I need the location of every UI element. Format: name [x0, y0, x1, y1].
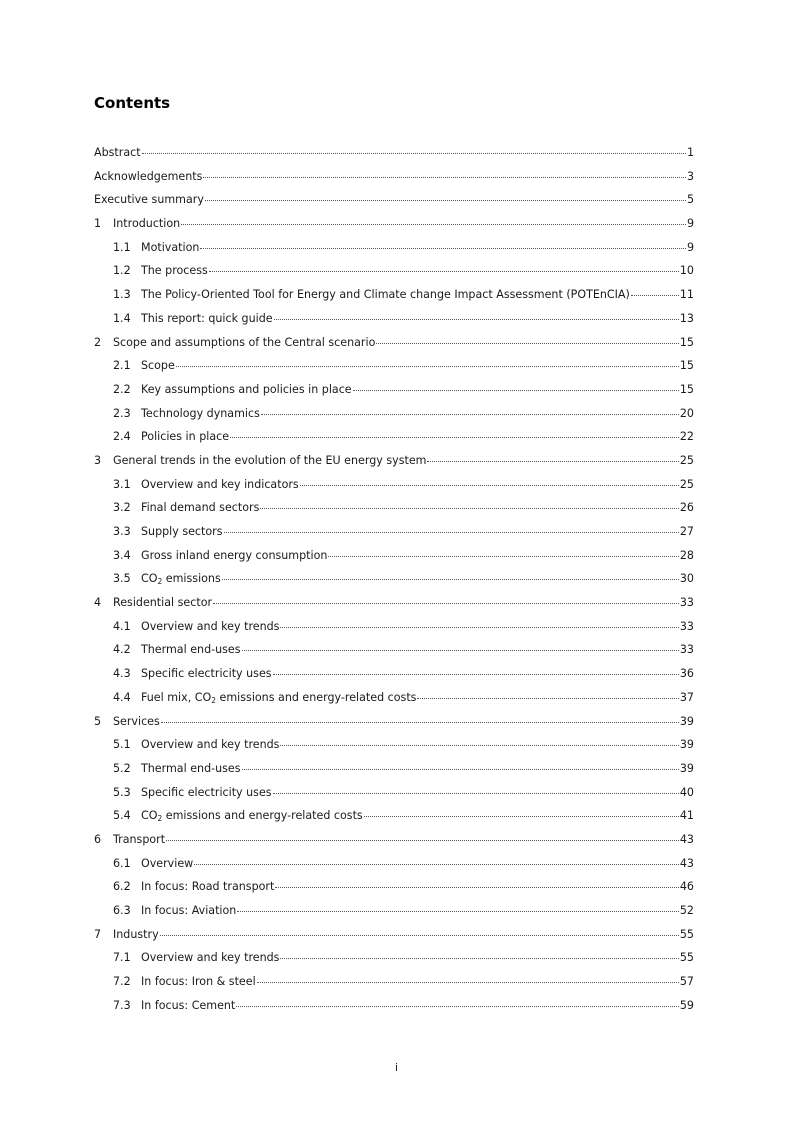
toc-entry-page: 26: [679, 501, 694, 515]
toc-entry-page: 57: [679, 975, 694, 989]
toc-entry-label: Specific electricity uses: [141, 667, 272, 681]
toc-entry-number: 1: [94, 217, 102, 231]
toc-entry-page: 28: [679, 548, 694, 562]
toc-entry[interactable]: [94, 336, 694, 360]
toc-entry-number: 4.1: [113, 619, 131, 633]
toc-entry[interactable]: [94, 928, 694, 952]
toc-entry-page: 13: [679, 311, 694, 325]
dot-leader: [273, 793, 679, 794]
toc-entry-number: 7.3: [113, 998, 131, 1012]
toc-entry[interactable]: [94, 904, 694, 928]
dot-leader: [203, 177, 686, 178]
toc-entry[interactable]: [94, 525, 694, 549]
toc-entry-page: 9: [686, 240, 694, 254]
toc-entry-label: General trends in the evolution of the EU energy system: [113, 453, 427, 467]
toc-entry-page: 39: [679, 714, 694, 728]
toc-entry-label: The process: [141, 264, 208, 278]
toc-entry-label: Residential sector: [113, 596, 213, 610]
toc-entry-label: Executive summary: [94, 193, 204, 207]
toc-entry-label-part: emissions and energy-related costs: [162, 809, 363, 823]
toc-entry[interactable]: [94, 193, 694, 217]
toc-entry-label: Gross inland energy consumption: [141, 548, 328, 562]
toc-entry-number: 5.1: [113, 738, 131, 752]
toc-entry-page: 55: [679, 951, 694, 965]
toc-entry-number: 7.1: [113, 951, 131, 965]
toc-entry-label-part: CO: [141, 809, 158, 823]
toc-entry-page: 27: [679, 525, 694, 538]
toc-entry-label: Overview and key trends: [141, 619, 280, 633]
dot-leader: [205, 200, 686, 201]
toc-entry-number: 7.2: [113, 975, 131, 989]
toc-entry-label: Overview: [141, 856, 194, 870]
toc-entry[interactable]: [94, 951, 694, 975]
dot-leader: [200, 248, 686, 249]
toc-entry-label: Final demand sectors: [141, 501, 260, 515]
toc-entry[interactable]: [94, 170, 694, 194]
dot-leader: [209, 271, 679, 272]
toc-entry-page: 25: [679, 477, 694, 491]
toc-entry[interactable]: [94, 288, 694, 312]
toc-entry-label: Introduction: [113, 217, 181, 231]
toc-entry[interactable]: [94, 549, 694, 573]
toc-entry-label: In focus: Cement: [141, 998, 236, 1012]
toc-entry-label: In focus: Aviation: [141, 904, 237, 917]
toc-entry-label: Scope and assumptions of the Central scenario: [113, 335, 376, 349]
dot-leader: [328, 556, 678, 557]
toc-entry-number: 3.4: [113, 548, 131, 562]
toc-entry[interactable]: [94, 643, 694, 667]
toc-entry-number: 6.2: [113, 880, 131, 894]
toc-entry-page: 59: [679, 998, 694, 1012]
toc-entry[interactable]: [94, 999, 694, 1023]
toc-entry[interactable]: [94, 146, 694, 170]
page-title: Contents: [94, 94, 171, 112]
toc-entry[interactable]: [94, 217, 694, 241]
toc-entry-page: 30: [679, 572, 694, 586]
dot-leader: [142, 153, 686, 154]
toc-entry[interactable]: [94, 833, 694, 857]
toc-entry-label: This report: quick guide: [141, 311, 273, 325]
toc-entry-number: 5.3: [113, 785, 131, 799]
toc-entry-label-part: emissions and energy-related costs: [216, 690, 417, 704]
dot-leader: [376, 343, 679, 344]
dot-leader: [300, 485, 679, 486]
toc-entry-page: 11: [679, 288, 694, 302]
toc-entry-page: 15: [679, 382, 694, 396]
toc-entry-number: 7: [94, 927, 102, 941]
dot-leader: [242, 650, 679, 651]
toc-entry-label: Technology dynamics: [141, 406, 260, 420]
toc-entry-number: 3: [94, 453, 102, 467]
toc-entry-label: Scope: [141, 359, 175, 373]
dot-leader: [213, 603, 679, 604]
toc-entry-label-subscript: 2: [157, 814, 163, 824]
toc-entry[interactable]: [94, 407, 694, 431]
toc-entry-number: 2.3: [113, 406, 131, 420]
toc-entry-page: 15: [679, 359, 694, 373]
toc-entry-number: 4: [94, 596, 102, 610]
toc-entry-number: 6: [94, 832, 102, 846]
toc-entry[interactable]: [94, 620, 694, 644]
toc-entry-number: 2.4: [113, 430, 131, 444]
dot-leader: [275, 887, 679, 888]
toc-entry-page: 1: [686, 146, 694, 159]
toc-entry[interactable]: [94, 738, 694, 762]
toc-entry[interactable]: [94, 691, 694, 715]
toc-entry-page: 39: [679, 761, 694, 775]
dot-leader: [274, 319, 679, 320]
dot-leader: [236, 1006, 679, 1007]
toc-entry[interactable]: [94, 809, 694, 833]
toc-entry-number: 3.1: [113, 477, 131, 491]
dot-leader: [364, 816, 679, 817]
toc-entry[interactable]: [94, 786, 694, 810]
dot-leader: [181, 224, 686, 225]
toc-entry-label: Services: [113, 714, 160, 728]
toc-entry-number: 2.1: [113, 359, 131, 373]
toc-entry-page: 3: [686, 169, 694, 183]
toc-entry-number: 1.2: [113, 264, 131, 278]
toc-entry-number: 1.3: [113, 288, 131, 302]
toc-entry-page: 43: [679, 856, 694, 870]
toc-entry-label: Motivation: [141, 240, 200, 254]
toc-entry[interactable]: [94, 383, 694, 407]
toc-entry-label-subscript: 2: [211, 695, 217, 705]
toc-entry-page: 25: [679, 453, 694, 467]
toc-entry-label: In focus: Road transport: [141, 880, 275, 894]
toc-entry-label-subscript: 2: [157, 577, 163, 587]
toc-entry-number: 5: [94, 714, 102, 728]
toc-entry[interactable]: [94, 572, 694, 596]
toc-entry-number: 4.4: [113, 690, 131, 704]
dot-leader: [237, 911, 679, 912]
toc-entry-number: 3.3: [113, 525, 131, 538]
toc-entry-label: Specific electricity uses: [141, 785, 272, 799]
toc-entry-label: Supply sectors: [141, 525, 223, 538]
toc-entry-label: [141, 691, 416, 708]
toc-entry-page: 10: [679, 264, 694, 278]
toc-entry[interactable]: [94, 762, 694, 786]
toc-entry-label: [141, 809, 363, 826]
toc-entry-number: 5.4: [113, 809, 131, 823]
toc-entry[interactable]: [94, 975, 694, 999]
toc-entry[interactable]: [94, 501, 694, 525]
toc-entry-label: Overview and key trends: [141, 951, 280, 965]
toc-entry[interactable]: [94, 857, 694, 881]
toc-entry-label: In focus: Iron & steel: [141, 975, 256, 989]
toc-entry-label: The Policy-Oriented Tool for Energy and Climate change Impact Assessment (POTEnCIA): [141, 288, 630, 302]
toc-entry-page: 33: [679, 619, 694, 633]
dot-leader: [427, 461, 678, 462]
dot-leader: [273, 674, 679, 675]
toc-entry-label: Overview and key indicators: [141, 477, 299, 491]
dot-leader: [160, 935, 679, 936]
dot-leader: [261, 414, 679, 415]
toc-entry[interactable]: [94, 667, 694, 691]
toc-entry-label: Policies in place: [141, 430, 230, 444]
dot-leader: [194, 864, 679, 865]
toc-entry-number: 4.2: [113, 643, 131, 657]
toc-entry-label: Abstract: [94, 146, 141, 159]
toc-entry-number: 5.2: [113, 761, 131, 775]
toc-entry[interactable]: [94, 430, 694, 454]
toc-entry[interactable]: [94, 880, 694, 904]
dot-leader: [631, 295, 679, 296]
toc-entry-page: 37: [679, 690, 694, 704]
toc-entry-label-part: Fuel mix, CO: [141, 690, 212, 704]
toc-entry-page: 9: [686, 217, 694, 231]
table-of-contents: [94, 146, 694, 1022]
toc-entry-page: 40: [679, 785, 694, 799]
page-number: i: [394, 1061, 399, 1074]
toc-entry-label: Industry: [113, 927, 159, 941]
dot-leader: [353, 390, 679, 391]
toc-entry-page: 33: [679, 643, 694, 657]
toc-entry-number: 3.5: [113, 572, 131, 586]
dot-leader: [224, 532, 679, 533]
toc-entry-page: 52: [679, 904, 694, 917]
toc-entry-label: [141, 572, 221, 589]
toc-entry-label: Overview and key trends: [141, 738, 280, 752]
toc-entry-page: 5: [686, 193, 694, 207]
toc-entry[interactable]: [94, 312, 694, 336]
toc-entry[interactable]: [94, 241, 694, 265]
toc-entry[interactable]: [94, 478, 694, 502]
toc-entry-number: 6.3: [113, 904, 131, 917]
toc-entry-page: 43: [679, 832, 694, 846]
toc-entry-page: 15: [679, 335, 694, 349]
dot-leader: [242, 769, 679, 770]
toc-entry-number: 2.2: [113, 382, 131, 396]
toc-entry-label: Transport: [113, 832, 166, 846]
toc-entry[interactable]: [94, 264, 694, 288]
toc-entry-number: 2: [94, 335, 102, 349]
toc-entry-page: 33: [679, 596, 694, 610]
toc-entry-label: Acknowledgements: [94, 169, 203, 183]
toc-entry-page: 22: [679, 430, 694, 444]
toc-entry-number: 4.3: [113, 667, 131, 681]
dot-leader: [260, 508, 679, 509]
dot-leader: [176, 366, 679, 367]
toc-entry-label-part: emissions: [162, 572, 221, 586]
dot-leader: [280, 745, 678, 746]
toc-entry-label: Thermal end-uses: [141, 761, 241, 775]
toc-entry[interactable]: [94, 596, 694, 620]
toc-entry[interactable]: [94, 359, 694, 383]
toc-entry-label-part: CO: [141, 572, 158, 586]
toc-entry-number: 6.1: [113, 856, 131, 870]
toc-entry-page: 46: [679, 880, 694, 894]
dot-leader: [166, 840, 679, 841]
toc-entry-number: 1.1: [113, 240, 131, 254]
dot-leader: [222, 579, 679, 580]
toc-entry[interactable]: [94, 454, 694, 478]
toc-entry-page: 20: [679, 406, 694, 420]
toc-entry-page: 41: [679, 809, 694, 823]
toc-entry-number: 3.2: [113, 501, 131, 515]
toc-entry-number: 1.4: [113, 311, 131, 325]
toc-entry-label: Thermal end-uses: [141, 643, 241, 657]
toc-entry-page: 55: [679, 927, 694, 941]
toc-entry-page: 36: [679, 667, 694, 681]
dot-leader: [417, 698, 678, 699]
toc-entry[interactable]: [94, 715, 694, 739]
toc-entry-page: 39: [679, 738, 694, 752]
toc-entry-label: Key assumptions and policies in place: [141, 382, 352, 396]
dot-leader: [161, 722, 679, 723]
dot-leader: [280, 627, 678, 628]
dot-leader: [230, 437, 679, 438]
dot-leader: [257, 982, 679, 983]
dot-leader: [280, 958, 678, 959]
